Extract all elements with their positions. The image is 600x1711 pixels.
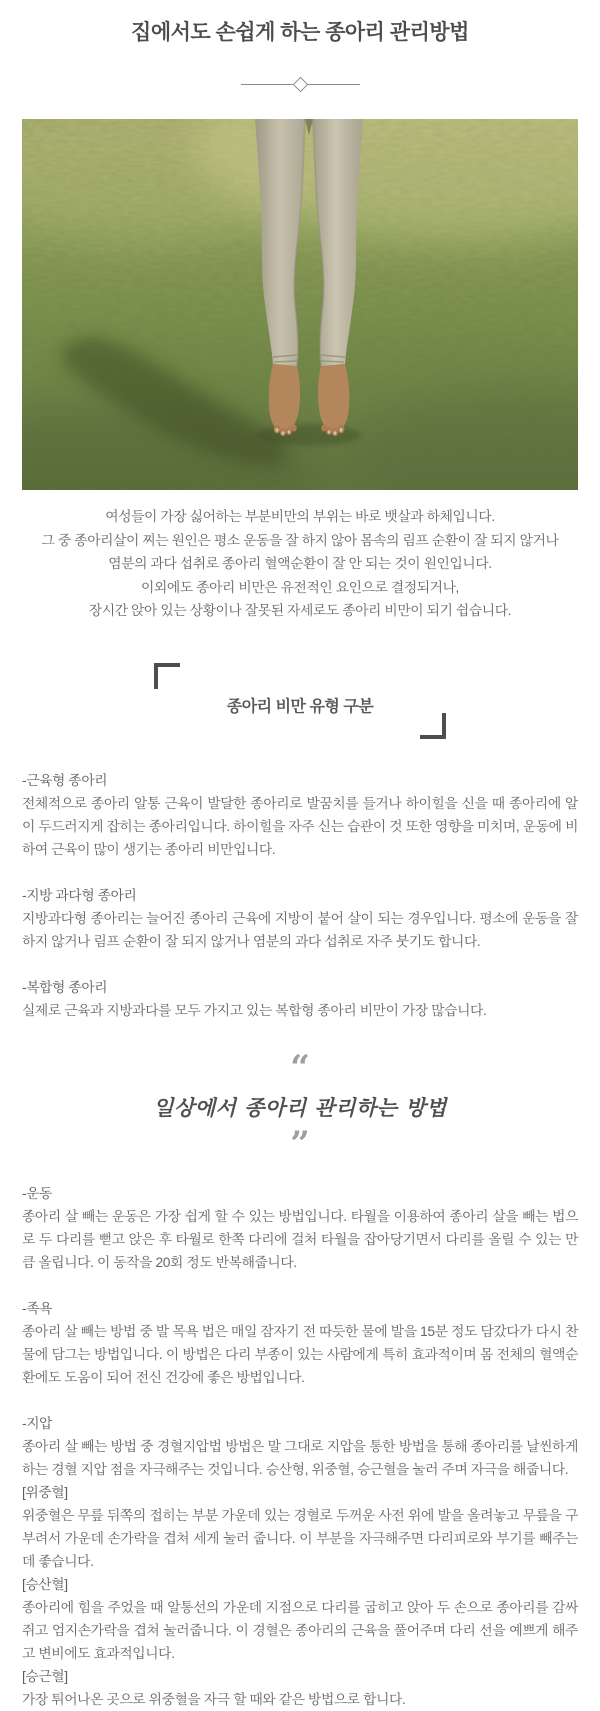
- section-heading: -근육형 종아리: [22, 772, 108, 788]
- section-body: 실제로 근육과 지방과다를 모두 가지고 있는 복합형 종아리 비만이 가장 많습니다.: [22, 1002, 487, 1018]
- page-title: 집에서도 손쉽게 하는 종아리 관리방법: [131, 21, 469, 44]
- section-heading: [승근혈]: [22, 1668, 68, 1684]
- blog-post: [0, 16, 600, 1711]
- section-body: 전체적으로 종아리 알통 근육이 발달한 종아리로 발꿈치를 들거나 하이힐을 신을 때 종아리에 알이 두드러지게 잡히는 종아리입니다. 하이힐을 자주 신는 습관이 것 또한 영향을 미치며, 운동에 비하여 근육이 많이 생기는 종아리 비만입니다.: [22, 795, 578, 857]
- intro-paragraph: [0, 505, 600, 623]
- open-quote-icon: “: [290, 1047, 310, 1088]
- section-heading: [승산혈]: [22, 1576, 68, 1592]
- type-sections: [22, 769, 578, 1022]
- section-seungsanhyeol: [22, 1573, 578, 1665]
- section-heading: -지압: [22, 1415, 53, 1431]
- quote-text: 일상에서 종아리 관리하는 방법: [153, 1094, 447, 1120]
- type-section-header: [154, 663, 446, 739]
- divider-line-left: [241, 84, 294, 85]
- diamond-icon: [292, 77, 308, 93]
- section-body: 위중혈은 무릎 뒤쪽의 접히는 부분 가운데 있는 경혈로 두꺼운 사전 위에 발을 올려놓고 무릎을 구부려서 가운데 손가락을 겹쳐 세게 눌러 줍니다. 이 부분을 자극해주면 다리피로와 부기를 빼주는데 좋습니다.: [22, 1507, 578, 1569]
- divider-line-right: [307, 84, 360, 85]
- intro-line: 이외에도 종아리 비만은 유전적인 요인으로 결정되거나,: [141, 579, 459, 595]
- section-body: 지방과다형 종아리는 늘어진 종아리 근육에 지방이 붙어 살이 되는 경우입니다. 평소에 운동을 잘 하지 않거나 림프 순환이 잘 되지 않거나 염분의 과다 섭취로 자주 붓기도 합니다.: [22, 910, 578, 949]
- section-heading: -족욕: [22, 1300, 53, 1316]
- intro-line: 장시간 앉아 있는 상황이나 잘못된 자세로도 종아리 비만이 되기 쉽습니다.: [88, 603, 512, 618]
- section-body: 종아리 살 빼는 방법 중 발 목욕 법은 매일 잠자기 전 따듯한 물에 발을 15분 정도 담갔다가 다시 찬물에 담그는 방법입니다. 이 방법은 다리 부종이 있는 사람에게 특히 효과적이며 몸 전체의 혈액순환에도 도움이 되어 전신 건강에 좋은 방법입니다.: [22, 1323, 578, 1385]
- section-body: 가장 튀어나온 곳으로 위중혈을 자극 할 때와 같은 방법으로 합니다.: [22, 1691, 406, 1707]
- section-divider: [0, 79, 600, 90]
- section-heading: -운동: [22, 1185, 53, 1201]
- intro-line: 염분의 과다 섭취로 종아리 혈액순환이 잘 안 되는 것이 원인입니다.: [108, 556, 492, 571]
- section-body: 종아리 살 빼는 운동은 가장 쉽게 할 수 있는 방법입니다. 타월을 이용하여 종아리 살을 빼는 법으로 두 다리를 뻗고 앉은 후 타월로 한쪽 다리에 걸처 타월을 잡아당기면서 다리를 올릴 수 있는 만큼 올립니다. 이 동작을 20회 정도 반복해줍니다.: [22, 1208, 578, 1270]
- section-heading: -지방 과다형 종아리: [22, 887, 137, 903]
- section-heading: [위중혈]: [22, 1484, 68, 1500]
- section-wijunghyeol: [22, 1481, 578, 1573]
- corner-bracket-bottom-right-icon: [420, 713, 446, 739]
- legs-on-grass-image: [22, 119, 578, 490]
- type-section-title: 종아리 비만 유형 구분: [226, 698, 374, 716]
- section-muscle-type: [22, 769, 578, 861]
- section-body: 종아리 살 빼는 방법 중 경혈지압법 방법은 말 그대로 지압을 통한 방법을 통해 종아리를 날씬하게 하는 경혈 지압 점을 자극해주는 것입니다. 승산형, 위중혈, 승근혈을 눌러 주며 자극을 해줍니다.: [22, 1438, 578, 1477]
- intro-line: 그 중 종아리살이 찌는 원인은 평소 운동을 잘 하지 않아 몸속의 림프 순환이 잘 되지 않거나: [41, 532, 559, 548]
- section-foot-bath: [22, 1297, 578, 1389]
- close-quote-icon: ”: [290, 1123, 310, 1164]
- care-sections: [22, 1182, 578, 1711]
- corner-bracket-top-left-icon: [154, 663, 180, 689]
- section-acupressure: [22, 1412, 578, 1481]
- section-mixed-type: [22, 976, 578, 1022]
- intro-line: 여성들이 가장 싫어하는 부분비만의 부위는 바로 뱃살과 하체입니다.: [105, 509, 495, 524]
- quote-block: [0, 1047, 600, 1164]
- section-seunggeunhyeol: [22, 1665, 578, 1711]
- calf-photo: [22, 119, 578, 490]
- section-heading: -복합형 종아리: [22, 979, 108, 995]
- section-fat-type: [22, 884, 578, 953]
- section-body: 종아리에 힘을 주었을 때 알통선의 가운데 지점으로 다리를 굽히고 앉아 두 손으로 종아리를 감싸 쥐고 엄지손가락을 겹쳐 눌러줍니다. 이 경혈은 종아리의 근육을 풀어주며 다리 선을 예쁘게 해주고 변비에도 효과적입니다.: [22, 1599, 578, 1661]
- section-exercise: [22, 1182, 578, 1274]
